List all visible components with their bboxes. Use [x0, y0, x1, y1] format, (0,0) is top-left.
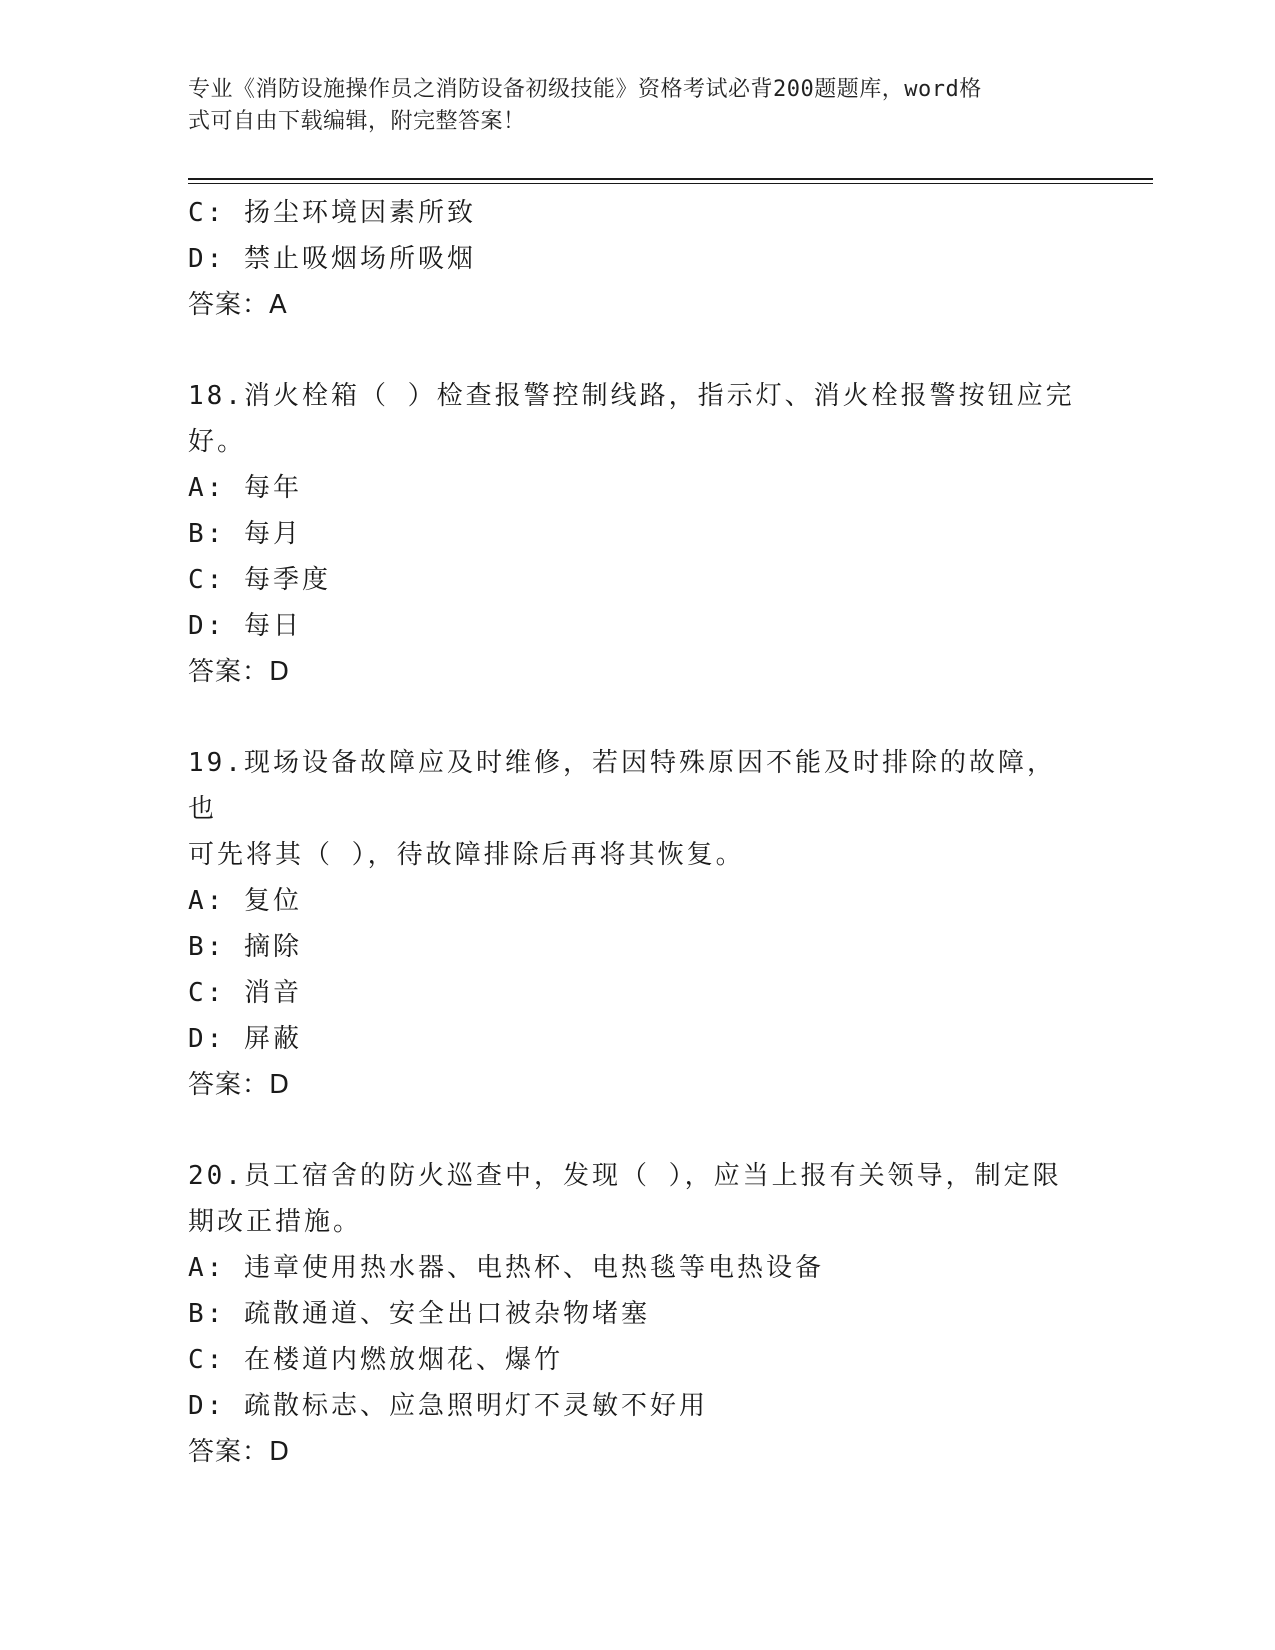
option-label: D:: [188, 611, 226, 641]
option-c: [188, 190, 1088, 236]
option-d: [188, 1383, 1088, 1429]
prev-question-block: [188, 190, 1088, 328]
option-label: D:: [188, 1391, 226, 1421]
question-stem: [188, 1153, 1078, 1245]
option-d: [188, 236, 1088, 282]
stem-line: 19.现场设备故障应及时维修，若因特殊原因不能及时排除的故障，也: [188, 748, 1056, 824]
header-line-2: 式可自由下载编辑，附完整答案！: [188, 109, 526, 134]
option-label: A:: [188, 886, 226, 916]
stem-line: 20.员工宿舍的防火巡查中，发现（ ），应当上报有关领导，制定限: [188, 1161, 1062, 1191]
option-text: 禁止吸烟场所吸烟: [243, 244, 476, 274]
option-text: 每月: [243, 519, 302, 549]
option-label: D:: [188, 1024, 226, 1054]
option-text: 在楼道内燃放烟花、爆竹: [243, 1345, 563, 1375]
question-18: [188, 373, 1088, 695]
option-label: A:: [188, 473, 226, 503]
option-a: [188, 465, 1088, 511]
header-line-1: 专业《消防设施操作员之消防设备初级技能》资格考试必背200题题库，word格: [188, 77, 982, 102]
option-text: 疏散通道、安全出口被杂物堵塞: [243, 1299, 650, 1329]
stem-line: 可先将其（ ），待故障排除后再将其恢复。: [188, 840, 745, 870]
document-body: [188, 190, 1088, 1475]
option-label: D:: [188, 244, 226, 274]
option-d: [188, 1016, 1088, 1062]
stem-line: 好。: [188, 427, 247, 457]
option-label: B:: [188, 932, 226, 962]
option-text: 摘除: [243, 932, 302, 962]
option-label: B:: [188, 519, 226, 549]
option-d: [188, 603, 1088, 649]
option-c: [188, 557, 1088, 603]
option-text: 每季度: [243, 565, 331, 595]
option-label: C:: [188, 198, 226, 228]
question-20: [188, 1153, 1088, 1475]
option-text: 违章使用热水器、电热杯、电热毯等电热设备: [243, 1253, 824, 1283]
option-b: [188, 511, 1088, 557]
option-b: [188, 1291, 1088, 1337]
option-label: C:: [188, 565, 226, 595]
option-c: [188, 1337, 1088, 1383]
option-text: 扬尘环境因素所致: [243, 198, 476, 228]
option-a: [188, 1245, 1088, 1291]
option-text: 消音: [243, 978, 302, 1008]
option-text: 屏蔽: [243, 1024, 302, 1054]
option-text: 复位: [243, 886, 302, 916]
option-c: [188, 970, 1088, 1016]
question-19: [188, 740, 1088, 1108]
answer-line: 答案：D: [188, 657, 291, 687]
option-label: C:: [188, 978, 226, 1008]
option-text: 疏散标志、应急照明灯不灵敏不好用: [243, 1391, 708, 1421]
option-text: 每日: [243, 611, 302, 641]
answer-line: 答案：A: [188, 290, 288, 320]
option-text: 每年: [243, 473, 302, 503]
option-label: B:: [188, 1299, 226, 1329]
stem-line: 期改正措施。: [188, 1207, 363, 1237]
answer-line: 答案：D: [188, 1437, 291, 1467]
header-rule-thin: [188, 183, 1153, 184]
spacer: [188, 328, 1088, 373]
answer-line: 答案：D: [188, 1070, 291, 1100]
header-rule-thick: [188, 178, 1153, 180]
option-label: C:: [188, 1345, 226, 1375]
option-label: A:: [188, 1253, 226, 1283]
spacer: [188, 1108, 1088, 1153]
spacer: [188, 695, 1088, 740]
document-header: [188, 74, 1068, 138]
question-stem: [188, 373, 1078, 465]
option-b: [188, 924, 1088, 970]
question-stem: [188, 740, 1078, 878]
stem-line: 18.消火栓箱（ ）检查报警控制线路，指示灯、消火栓报警按钮应完: [188, 381, 1075, 411]
option-a: [188, 878, 1088, 924]
